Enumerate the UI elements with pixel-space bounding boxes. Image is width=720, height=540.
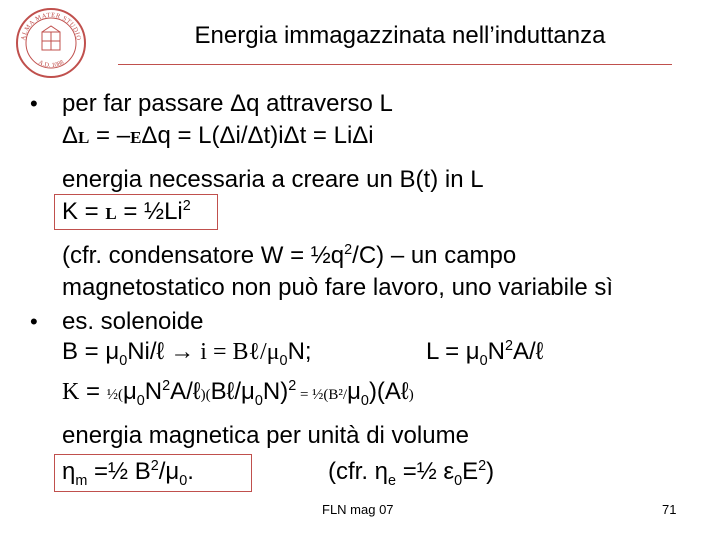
- bullet-2-line-5-right: (cfr. $\eta_e$ =½ $\varepsilon_0E^2$): [328, 458, 495, 489]
- bullet-2-line-4: energia magnetica per unità di volume: [62, 422, 469, 449]
- bullet-2-line-2: $B = \mu_0Ni/\ell \to i$ = $B\ell/\mu_0N$;: [62, 338, 312, 369]
- bullet-1-line-5: (cfr. condensatore $W = \frac{1}{2}q^2/C$) – un campo: [62, 242, 517, 269]
- bullet-2-line-5: $\eta_m$ =½ $B^2/\mu_0$.: [62, 458, 194, 489]
- bullet-1-line-4: $K = L = \frac{1}{2}Li^2$: [62, 198, 191, 225]
- bullet-2-line-1: es. solenoide: [62, 308, 204, 335]
- slide-title: Energia immagazzinata nell’induttanza: [194, 22, 606, 49]
- bullet-2-line-3: $K = \frac{1}{2}(\mu_0N^2A/\ell)(B\ell/\mu_0N)^2$ = $\frac{1}{2}(B^2/\mu_0)(A\ell)$: [62, 378, 414, 409]
- university-seal-logo: [14, 6, 88, 80]
- title-divider: [118, 64, 672, 65]
- bullet-2-line-2-right: $L = \mu_0N^2A/\ell$: [426, 338, 544, 369]
- bullet-marker: •: [30, 309, 38, 334]
- svg-text:ALMA MATER STUDIORUM: ALMA MATER STUDIO: [20, 11, 82, 42]
- footer-text: FLN mag 07: [322, 502, 394, 517]
- svg-text:A.D. 1088: A.D. 1088: [37, 58, 66, 70]
- bullet-marker: •: [30, 91, 38, 116]
- bullet-1-line-3: energia necessaria a creare un B(t) in L: [62, 166, 484, 193]
- page-number: 71: [662, 502, 677, 517]
- bullet-1-line-6: magnetostatico non può fare lavoro, uno variabile sì: [62, 274, 614, 301]
- bullet-1-line-2: ΔL = –EΔq = L(Δi/Δt)iΔt = LiΔi: [62, 122, 374, 149]
- bullet-1-line-1: per far passare Δq attraverso L: [62, 90, 393, 117]
